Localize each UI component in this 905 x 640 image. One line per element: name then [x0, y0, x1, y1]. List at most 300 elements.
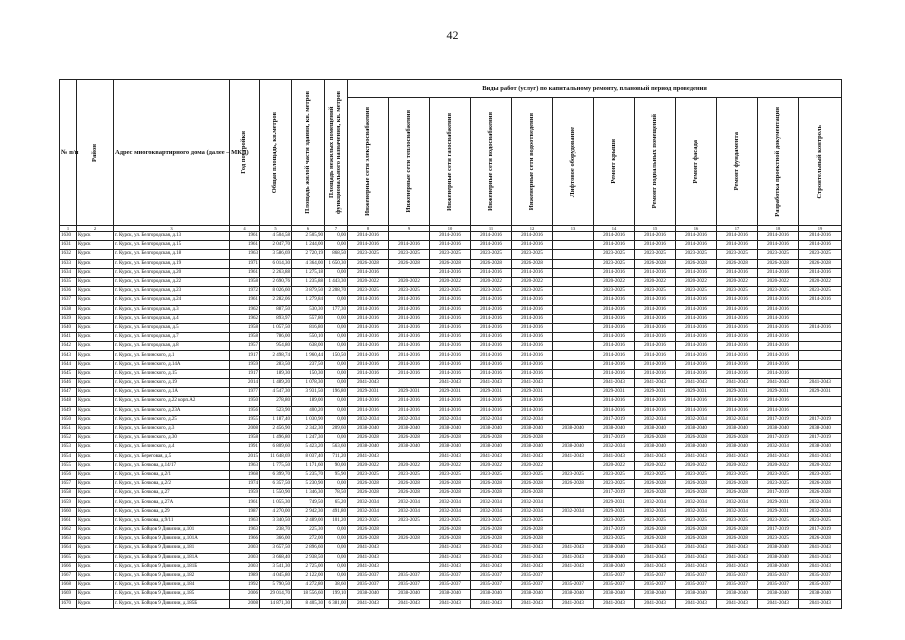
work-period-cell: 2014-2016 [758, 241, 799, 250]
row-number-cell: 1630 [60, 232, 77, 241]
work-period-cell: 2014-2016 [348, 406, 389, 415]
living-area-cell: 8 405,30 [292, 599, 325, 608]
work-period-cell: 2041-2043 [553, 562, 594, 571]
living-area-cell: 2 505,90 [292, 232, 325, 241]
work-period-cell: 2035-2037 [471, 581, 512, 590]
work-period-cell: 2023-2025 [512, 516, 553, 525]
row-number-cell: 1631 [60, 241, 77, 250]
page-number: 42 [446, 28, 459, 42]
work-period-cell: 2026-2028 [676, 480, 717, 489]
work-period-cell: 2014-2016 [758, 397, 799, 406]
work-period-cell: 2014-2016 [594, 360, 635, 369]
district-cell: Курск [77, 470, 114, 479]
total-area-cell: 3 657,50 [260, 544, 292, 553]
column-number-cell: 18 [758, 226, 799, 232]
address-cell: г. Курск, ул. Бойцов 9 Дивизии, д.181 [114, 544, 230, 553]
work-period-cell: 2041-2043 [676, 452, 717, 461]
table-row [60, 562, 842, 571]
work-period-cell: 2017-2019 [799, 415, 842, 424]
work-period-cell: 2014-2016 [594, 268, 635, 277]
work-period-cell: 2026-2028 [717, 526, 758, 535]
work-period-cell: 2041-2043 [553, 452, 594, 461]
work-period-cell: 2014-2016 [512, 314, 553, 323]
address-cell: г. Курск, ул. Белинского, д.1А [114, 388, 230, 397]
row-number-cell: 1660 [60, 507, 77, 516]
work-period-cell: 2023-2025 [594, 250, 635, 259]
work-period-cell: 2038-2040 [676, 443, 717, 452]
work-period-cell: 2041-2043 [471, 553, 512, 562]
living-area-cell: 18 556,60 [292, 590, 325, 599]
work-period-cell [389, 452, 430, 461]
total-area-cell: 1 775,50 [260, 461, 292, 470]
work-period-cell: 2023-2025 [594, 470, 635, 479]
year-cell: 1961 [230, 232, 260, 241]
work-period-cell: 2032-2034 [635, 507, 676, 516]
header-work-basement: Ремонт подвальных помещений [635, 98, 676, 226]
address-cell: г. Курск, ул. Бойцов 9 Дивизии, д.181Б [114, 562, 230, 571]
year-cell: 1961 [230, 498, 260, 507]
year-cell: 1963 [230, 516, 260, 525]
work-period-cell [389, 232, 430, 241]
work-period-cell [799, 351, 842, 360]
work-period-cell: 2032-2034 [430, 507, 471, 516]
work-period-cell: 2014-2016 [348, 323, 389, 332]
year-cell: 1992 [230, 581, 260, 590]
header-total-area: Общая площадь, кв.метров [260, 80, 292, 226]
work-period-cell: 2014-2016 [635, 314, 676, 323]
district-cell: Курск [77, 581, 114, 590]
year-cell: 1977 [230, 388, 260, 397]
table-row [60, 571, 842, 580]
district-cell: Курск [77, 333, 114, 342]
total-area-cell: 5 790,50 [260, 581, 292, 590]
work-period-cell: 2038-2040 [676, 590, 717, 599]
year-cell: 1987 [230, 507, 260, 516]
work-period-cell: 2026-2028 [389, 489, 430, 498]
work-period-cell [553, 259, 594, 268]
row-number-cell: 1640 [60, 323, 77, 332]
work-period-cell [553, 406, 594, 415]
table-row [60, 296, 842, 305]
work-period-cell: 2017-2019 [758, 526, 799, 535]
column-number-cell: 13 [553, 226, 594, 232]
work-period-cell: 2020-2022 [348, 277, 389, 286]
work-period-cell: 2041-2043 [430, 452, 471, 461]
work-period-cell: 2026-2028 [512, 259, 553, 268]
work-period-cell: 2014-2016 [676, 351, 717, 360]
year-cell: 2003 [230, 562, 260, 571]
column-number-cell: 10 [430, 226, 471, 232]
district-cell: Курск [77, 314, 114, 323]
work-period-cell: 2023-2025 [676, 287, 717, 296]
table-row [60, 526, 842, 535]
work-period-cell: 2041-2043 [717, 544, 758, 553]
address-cell: г. Курск, ул. Белинского, д.19 [114, 379, 230, 388]
work-period-cell: 2023-2025 [758, 480, 799, 489]
living-area-cell: 2 122,00 [292, 571, 325, 580]
district-cell: Курск [77, 397, 114, 406]
address-cell: г. Курск, ул. Белинского, д.30 [114, 434, 230, 443]
work-period-cell: 2035-2037 [635, 571, 676, 580]
address-cell: г. Курск, ул. Бойцов 9 Дивизии, д.182 [114, 571, 230, 580]
other-area-cell: 0,00 [325, 314, 348, 323]
total-area-cell: 2 690,76 [260, 277, 292, 286]
column-number-cell: 17 [717, 226, 758, 232]
work-period-cell: 2026-2028 [471, 259, 512, 268]
work-period-cell: 2038-2040 [389, 443, 430, 452]
row-number-cell: 1654 [60, 452, 77, 461]
other-area-cell: 177,30 [325, 305, 348, 314]
work-period-cell: 2014-2016 [717, 268, 758, 277]
work-period-cell: 2020-2022 [594, 277, 635, 286]
year-cell: 1991 [230, 443, 260, 452]
work-period-cell [553, 232, 594, 241]
work-period-cell: 2041-2043 [799, 599, 842, 608]
work-period-cell: 2014-2016 [635, 369, 676, 378]
other-area-cell: 0,00 [325, 241, 348, 250]
column-number-cell: 11 [471, 226, 512, 232]
work-period-cell: 2014-2016 [471, 314, 512, 323]
total-area-cell: 11 648,69 [260, 452, 292, 461]
table-row [60, 305, 842, 314]
work-period-cell: 2032-2034 [389, 498, 430, 507]
work-period-cell: 2014-2016 [348, 342, 389, 351]
work-period-cell: 2041-2043 [512, 553, 553, 562]
other-area-cell: 0,00 [325, 342, 348, 351]
work-period-cell: 2014-2016 [389, 351, 430, 360]
work-period-cell: 2014-2016 [635, 351, 676, 360]
work-period-cell: 2020-2022 [471, 461, 512, 470]
work-period-cell: 2017-2019 [594, 415, 635, 424]
work-period-cell: 2014-2016 [676, 305, 717, 314]
header-address: Адрес многоквартирного дома (далее – МКД) [114, 80, 230, 226]
work-period-cell: 2032-2034 [389, 415, 430, 424]
work-period-cell: 2041-2043 [348, 562, 389, 571]
header-work-electric: Инженерные сети электроснабжения [348, 98, 389, 226]
work-period-cell [389, 562, 430, 571]
column-number-cell: 6 [292, 226, 325, 232]
work-period-cell: 2014-2016 [799, 268, 842, 277]
work-period-cell: 2041-2043 [717, 553, 758, 562]
work-period-cell: 2029-2031 [758, 498, 799, 507]
work-period-cell: 2014-2016 [348, 296, 389, 305]
work-period-cell: 2014-2016 [635, 333, 676, 342]
work-period-cell: 2035-2037 [430, 581, 471, 590]
work-period-cell [553, 333, 594, 342]
table-row [60, 535, 842, 544]
work-period-cell: 2023-2025 [348, 516, 389, 525]
work-period-cell: 2035-2037 [717, 571, 758, 580]
year-cell: 1950 [230, 397, 260, 406]
work-period-cell: 2014-2016 [594, 296, 635, 305]
row-number-cell: 1649 [60, 406, 77, 415]
work-period-cell: 2029-2031 [758, 388, 799, 397]
work-period-cell: 2020-2022 [471, 277, 512, 286]
work-period-cell: 2032-2034 [676, 507, 717, 516]
column-number-cell: 1 [60, 226, 77, 232]
work-period-cell: 2038-2040 [594, 424, 635, 433]
work-period-cell [553, 535, 594, 544]
other-area-cell: 0,00 [325, 434, 348, 443]
work-period-cell: 2032-2034 [635, 415, 676, 424]
header-work-foundation: Ремонт фундамента [717, 98, 758, 226]
header-other-area: Площадь нежилых помещений функционального назначения, кв. метров [325, 80, 348, 226]
work-period-cell: 2032-2034 [512, 415, 553, 424]
work-period-cell: 2014-2016 [512, 406, 553, 415]
work-period-cell [553, 360, 594, 369]
work-period-cell: 2014-2016 [512, 351, 553, 360]
other-area-cell: 1 650,30 [325, 259, 348, 268]
district-cell: Курск [77, 443, 114, 452]
table-row [60, 369, 842, 378]
work-period-cell [553, 516, 594, 525]
address-cell: г. Курск, ул. Белгородская, д.19 [114, 259, 230, 268]
work-period-cell: 2014-2016 [758, 360, 799, 369]
work-period-cell: 2038-2040 [471, 424, 512, 433]
year-cell: 1958 [230, 323, 260, 332]
work-period-cell: 2032-2034 [348, 498, 389, 507]
work-period-cell: 2014-2016 [348, 232, 389, 241]
address-cell: г. Курск, ул. Бочкова, д.2/1 [114, 470, 230, 479]
header-work-water: Инженерные сети водоснабжения [471, 98, 512, 226]
work-period-cell: 2014-2016 [471, 397, 512, 406]
work-period-cell [553, 296, 594, 305]
work-period-cell: 2038-2040 [799, 443, 842, 452]
district-cell: Курск [77, 388, 114, 397]
work-period-cell: 2014-2016 [430, 296, 471, 305]
work-period-cell: 2014-2016 [717, 323, 758, 332]
work-period-cell: 2038-2040 [635, 424, 676, 433]
district-cell: Курск [77, 277, 114, 286]
work-period-cell: 2041-2043 [430, 599, 471, 608]
work-period-cell: 2041-2043 [635, 553, 676, 562]
work-period-cell: 2014-2016 [512, 268, 553, 277]
work-period-cell: 2038-2040 [430, 424, 471, 433]
work-period-cell: 2032-2034 [799, 507, 842, 516]
row-number-cell: 1642 [60, 342, 77, 351]
work-period-cell: 2020-2022 [799, 461, 842, 470]
living-area-cell: 4 364,00 [292, 259, 325, 268]
district-cell: Курск [77, 360, 114, 369]
work-period-cell [799, 369, 842, 378]
work-period-cell: 2026-2028 [676, 434, 717, 443]
work-period-cell: 2041-2043 [512, 452, 553, 461]
year-cell: 1971 [230, 259, 260, 268]
living-area-cell: 2 938,50 [292, 553, 325, 562]
work-period-cell: 2014-2016 [389, 342, 430, 351]
other-area-cell: 491,80 [325, 507, 348, 516]
work-period-cell: 2023-2025 [430, 250, 471, 259]
year-cell: 2003 [230, 553, 260, 562]
total-area-cell: 954,80 [260, 342, 292, 351]
work-period-cell: 2020-2022 [512, 277, 553, 286]
district-cell: Курск [77, 406, 114, 415]
district-cell: Курск [77, 342, 114, 351]
total-area-cell: 3 541,30 [260, 562, 292, 571]
table-row [60, 553, 842, 562]
table-row [60, 406, 842, 415]
address-cell: г. Курск, ул. Бойцов 9 Дивизии, д.185 [114, 590, 230, 599]
work-period-cell: 2014-2016 [594, 342, 635, 351]
year-cell: 1958 [230, 333, 260, 342]
work-period-cell: 2014-2016 [799, 296, 842, 305]
total-area-cell: 8 026,60 [260, 287, 292, 296]
work-period-cell: 2014-2016 [430, 360, 471, 369]
work-period-cell: 2029-2031 [594, 498, 635, 507]
other-area-cell: 0,00 [325, 268, 348, 277]
work-period-cell: 2014-2016 [758, 369, 799, 378]
work-period-cell: 2032-2034 [594, 443, 635, 452]
work-period-cell: 2038-2040 [348, 424, 389, 433]
row-number-cell: 1664 [60, 544, 77, 553]
work-period-cell: 2023-2025 [512, 470, 553, 479]
work-period-cell: 2014-2016 [389, 323, 430, 332]
address-cell: г. Курск, ул. Бойцов 9 Дивизии, д.181А [114, 553, 230, 562]
year-cell: 2008 [230, 424, 260, 433]
living-area-cell: 749,50 [292, 498, 325, 507]
other-area-cell: 209,60 [325, 424, 348, 433]
column-number-cell: 16 [676, 226, 717, 232]
work-period-cell: 2023-2025 [758, 287, 799, 296]
living-area-cell: 8 037,40 [292, 452, 325, 461]
column-number-cell: 19 [799, 226, 842, 232]
work-period-cell: 2014-2016 [430, 232, 471, 241]
living-area-cell: 2 896,60 [292, 544, 325, 553]
address-cell: г. Курск, ул. Бойцов 9 Дивизии, д.185Б [114, 599, 230, 608]
row-number-cell: 1656 [60, 470, 77, 479]
total-area-cell: 1 057,50 [260, 323, 292, 332]
work-period-cell: 2026-2028 [430, 535, 471, 544]
district-cell: Курск [77, 424, 114, 433]
work-period-cell: 2014-2016 [594, 314, 635, 323]
work-period-cell: 2029-2031 [389, 388, 430, 397]
work-period-cell: 2014-2016 [717, 369, 758, 378]
work-period-cell: 2014-2016 [676, 369, 717, 378]
other-area-cell: 0,00 [325, 406, 348, 415]
column-number-cell: 3 [114, 226, 230, 232]
table-row [60, 241, 842, 250]
work-period-cell: 2023-2025 [594, 287, 635, 296]
total-area-cell: 189,30 [260, 369, 292, 378]
living-area-cell: 1 275,18 [292, 268, 325, 277]
other-area-cell: 563,60 [325, 443, 348, 452]
table-row [60, 333, 842, 342]
year-cell: 2015 [230, 452, 260, 461]
work-period-cell: 2023-2025 [471, 287, 512, 296]
work-period-cell: 2014-2016 [676, 323, 717, 332]
work-period-cell: 2014-2016 [758, 406, 799, 415]
work-period-cell: 2035-2037 [512, 571, 553, 580]
work-period-cell: 2041-2043 [635, 544, 676, 553]
work-period-cell: 2038-2040 [389, 590, 430, 599]
header-work-heat: Инженерные сети теплоснабжения [389, 98, 430, 226]
work-period-cell [553, 277, 594, 286]
work-period-cell: 2014-2016 [389, 333, 430, 342]
work-period-cell: 2020-2022 [635, 277, 676, 286]
other-area-cell: 0,00 [325, 379, 348, 388]
work-period-cell: 2035-2037 [717, 581, 758, 590]
work-period-cell: 2029-2031 [758, 507, 799, 516]
work-period-cell: 2014-2016 [430, 314, 471, 323]
work-period-cell: 2014-2016 [471, 333, 512, 342]
work-period-cell: 2014-2016 [635, 342, 676, 351]
work-period-cell: 2041-2043 [348, 452, 389, 461]
other-area-cell: 6 381,00 [325, 599, 348, 608]
total-area-cell: 523,90 [260, 406, 292, 415]
living-area-cell: 1 030,90 [292, 415, 325, 424]
work-period-cell: 2023-2025 [799, 516, 842, 525]
table-body [60, 232, 842, 609]
work-period-cell: 2041-2043 [676, 544, 717, 553]
work-period-cell: 2023-2025 [512, 250, 553, 259]
total-area-cell: 278,80 [260, 397, 292, 406]
work-period-cell: 2032-2034 [471, 498, 512, 507]
work-period-cell: 2038-2040 [553, 443, 594, 452]
work-period-cell: 2023-2025 [676, 470, 717, 479]
header-work-roof: Ремонт крыши [594, 98, 635, 226]
work-period-cell: 2014-2016 [471, 406, 512, 415]
living-area-cell: 237,50 [292, 360, 325, 369]
row-number-cell: 1650 [60, 415, 77, 424]
work-period-cell: 2023-2025 [430, 516, 471, 525]
address-cell: г. Курск, ул. Белгородская, д.7 [114, 333, 230, 342]
work-period-cell: 2029-2031 [594, 388, 635, 397]
work-period-cell: 2038-2040 [594, 544, 635, 553]
work-period-cell: 2038-2040 [512, 590, 553, 599]
district-cell: Курск [77, 571, 114, 580]
work-period-cell: 2023-2025 [676, 516, 717, 525]
other-area-cell: 0,00 [325, 535, 348, 544]
table-row [60, 516, 842, 525]
header-work-lift: Лифтовое оборудование [553, 98, 594, 226]
living-area-cell: 3 879,50 [292, 287, 325, 296]
work-period-cell: 2041-2043 [389, 599, 430, 608]
year-cell: 1958 [230, 434, 260, 443]
work-period-cell: 2026-2028 [799, 489, 842, 498]
work-period-cell: 2023-2025 [348, 470, 389, 479]
work-period-cell: 2014-2016 [717, 397, 758, 406]
work-period-cell: 2014-2016 [430, 369, 471, 378]
table-row [60, 232, 842, 241]
work-period-cell: 2041-2043 [676, 553, 717, 562]
living-area-cell: 3 931,50 [292, 388, 325, 397]
work-period-cell: 2041-2043 [512, 562, 553, 571]
table-header [60, 80, 842, 232]
work-period-cell: 2014-2016 [676, 406, 717, 415]
year-cell: 1962 [230, 314, 260, 323]
work-period-cell: 2023-2025 [717, 287, 758, 296]
district-cell: Курск [77, 259, 114, 268]
district-cell: Курск [77, 305, 114, 314]
district-cell: Курск [77, 415, 114, 424]
address-cell: г. Курск, ул. Белинского, д.14А [114, 360, 230, 369]
header-district: Район [77, 80, 114, 226]
work-period-cell: 2041-2043 [512, 599, 553, 608]
year-cell: 1961 [230, 296, 260, 305]
work-period-cell: 2041-2043 [635, 452, 676, 461]
work-period-cell [553, 241, 594, 250]
work-period-cell: 2014-2016 [430, 333, 471, 342]
work-period-cell: 2026-2028 [717, 434, 758, 443]
work-period-cell: 2029-2031 [512, 388, 553, 397]
table-row [60, 323, 842, 332]
work-period-cell: 2014-2016 [348, 333, 389, 342]
work-period-cell: 2038-2040 [594, 553, 635, 562]
district-cell: Курск [77, 452, 114, 461]
other-area-cell: 0,00 [325, 571, 348, 580]
work-period-cell: 2041-2043 [348, 379, 389, 388]
work-period-cell: 2023-2025 [594, 480, 635, 489]
